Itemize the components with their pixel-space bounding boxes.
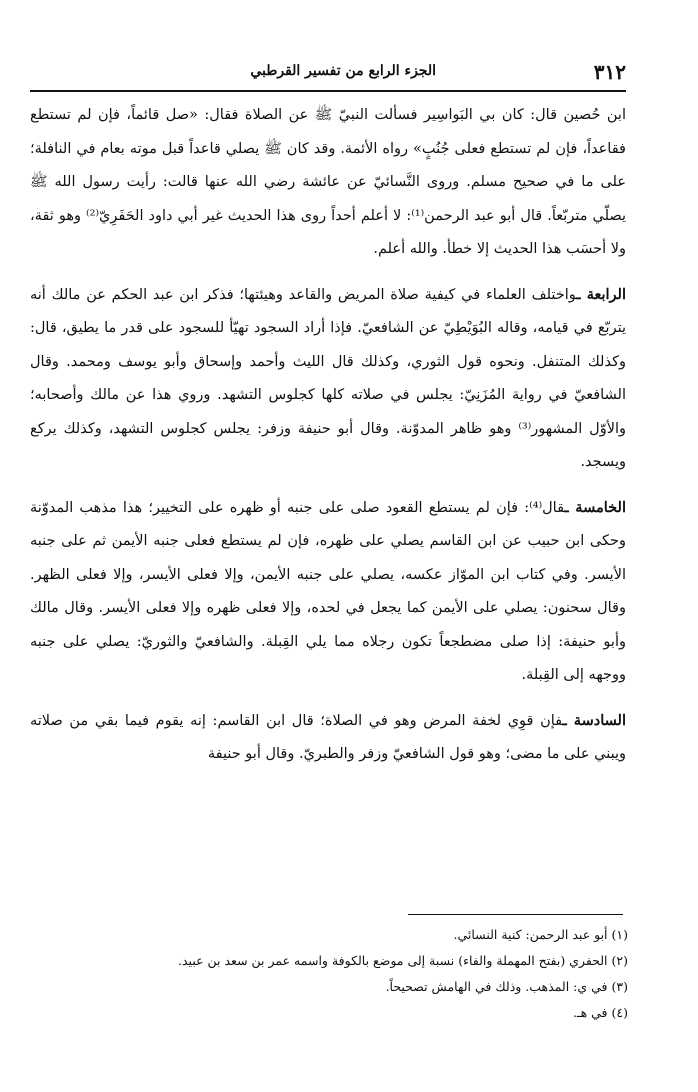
footnote: (٣) في ي: المذهب. وذلك في الهامش تصحيحاً. [385,979,628,994]
page-header [30,60,626,94]
paragraph [30,98,626,267]
footnote: (١) أبو عبد الرحمن: كنية النسائي. [453,927,628,942]
paragraph [30,278,626,480]
paragraph-lead: الرابعة ـ [576,285,627,303]
footnote: (٢) الحفري (بفتح المهملة والفاء) نسبة إلى موضع بالكوفة واسمه عمر بن سعد بن عبيد. [178,953,628,968]
paragraph-text: ابن حُصين قال: كان بي البَواسِير فسألت النبيّ ﷺ عن الصلاة فقال: «صل قائماً، فإن لم تستطع فقاعداً، فإن لم تستطع فعلى جُنُبٍ» رواه الأئمة. وقد كان ﷺ يصلي قاعداً قبل موته بعام في النافلة؛ على ما في صحيح مسلم. وروى النَّسائيّ عن عائشة رضي الله عنها قالت: رأيت رسول الله ﷺ يصلّي متربّعاً. قال أبو عبد الرحمن⁽¹⁾: لا أعلم أحداً روى هذا الحديث غير أبي داود الحَفَرِيّ⁽²⁾ وهو ثقة، ولا أحسَب هذا الحديث إلا خطأ. والله أعلم. [30,107,627,257]
paragraph [30,491,626,693]
running-title: الجزء الرابع من تفسير القرطبي [250,63,436,79]
main-text [30,98,626,783]
paragraph [30,704,626,772]
paragraph-text: فإن قوِي لخفة المرض وهو في الصلاة؛ قال ابن القاسم: إنه يقوم فيما بقي من صلاته ويبني على ما مضى؛ وهو قول الشافعيّ وزفر والطبريّ. وقال أبو حنيفة [30,712,626,762]
footnotes [70,922,628,1026]
footnote-separator [408,914,623,915]
footnote: (٤) في هـ. [572,1005,628,1020]
paragraph-text: واختلف العلماء في كيفية صلاة المريض والقاعد وهيئتها؛ فذكر ابن عبد الحكم عن مالك أنه يتربّع في قيامه، وقاله البُوَيْطِيّ عن الشافعيّ. فإذا أراد السجود تهيّأ للسجود على قدر ما يطيق، قال: وكذلك المتنفل. ونحوه قول الثوري، وكذلك قال الليث وأحمد وإسحاق وأبو يوسف ومحمد. وقال الشافعيّ في رواية المُزَنِيّ: يجلس في صلاته كلها كجلوس التشهد. وروي هذا عن مالك وأصحابه؛ والأوّل المشهور⁽³⁾ وهو ظاهر المدوّنة. وقال أبو حنيفة وزفر: يجلس كجلوس التشهد، وكذلك يركع ويسجد. [30,286,627,470]
page-number: ٣١٢ [593,60,626,84]
paragraph-text: قال⁽⁴⁾: فإن لم يستطع القعود صلى على جنبه أو ظهره على التخيير؛ هذا مذهب المدوّنة وحكى ابن حبيب عن ابن القاسم يصلي على ظهره، فإن لم يستطع فعلى جنبه الأيمن ثم على جنبه الأيسر. وفي كتاب ابن الموّاز عكسه، يصلي على جنبه الأيمن، وإلا فعلى الأيسر، وإلا فعلى الظهر. وقال سحنون: يصلي على الأيمن كما يجعل في لحده، وإلا فعلى ظهره وإلا فعلى الأيسر. وقال مالك وأبو حنيفة: إذا صلى مضطجعاً تكون رجلاه مما يلي القِبلة. والشافعيّ والثوريّ: يصلي على جنبه ووجهه إلى القِبلة. [30,499,626,683]
paragraph-lead: الخامسة ـ [564,498,626,516]
header-rule [30,90,626,92]
paragraph-lead: السادسة ـ [562,711,626,729]
